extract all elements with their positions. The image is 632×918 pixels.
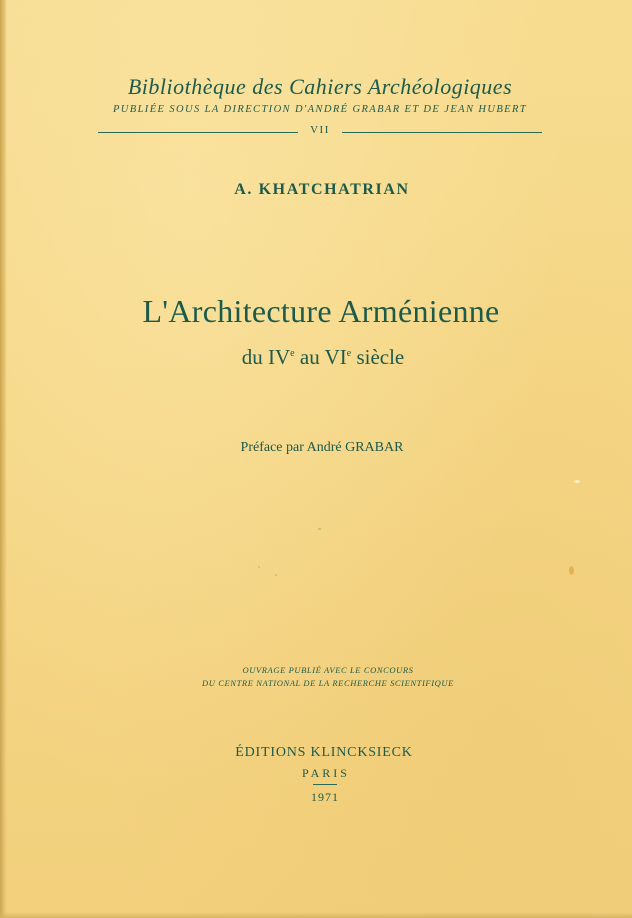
subtitle-middle: au VI	[294, 345, 347, 369]
rule-left	[98, 132, 298, 133]
paper-speck	[318, 528, 321, 530]
book-title: L'Architecture Arménienne	[142, 293, 500, 329]
volume-rule-row	[98, 124, 542, 140]
author-name: A. KHATCHATRIAN	[234, 181, 410, 198]
support-line-1: OUVRAGE PUBLIÉ AVEC LE CONCOURS	[242, 665, 414, 675]
preface-credit: Préface par André GRABAR	[240, 440, 404, 455]
series-title: Bibliothèque des Cahiers Archéologiques	[127, 74, 513, 99]
volume-number: VII	[310, 124, 330, 136]
publication-year: 1971	[311, 790, 339, 804]
paper-speck	[569, 566, 574, 575]
subtitle-prefix: du IV	[241, 345, 291, 369]
cover-bottom-edge	[0, 912, 632, 918]
city-rule	[313, 784, 337, 785]
subtitle-superscript-2: e	[346, 348, 352, 359]
paper-speck	[574, 480, 580, 483]
subtitle-superscript-1: e	[290, 348, 295, 359]
support-line-2: DU CENTRE NATIONAL DE LA RECHERCHE SCIENTIFIQUE	[202, 678, 454, 688]
paper-speck	[258, 566, 260, 568]
rule-right	[342, 132, 542, 133]
book-subtitle	[0, 345, 632, 370]
publisher-name: ÉDITIONS KLINCKSIECK	[235, 745, 413, 760]
paper-speck	[275, 574, 277, 576]
subtitle-suffix: siècle	[351, 345, 405, 369]
series-direction: PUBLIÉE SOUS LA DIRECTION D'ANDRÉ GRABAR ET DE JEAN HUBERT	[112, 104, 528, 115]
publisher-city: PARIS	[302, 766, 350, 780]
